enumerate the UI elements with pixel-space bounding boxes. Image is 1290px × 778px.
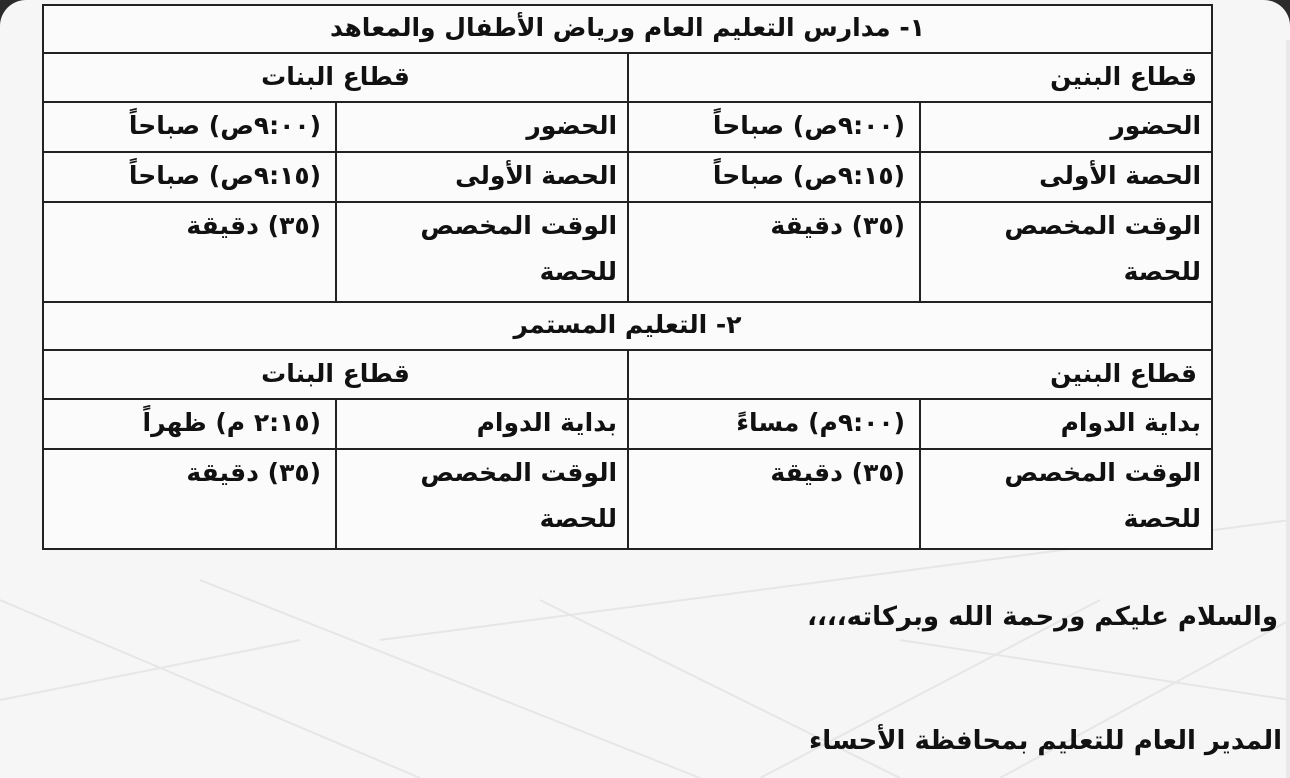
- cell-value: (٩:٠٠ص) صباحاً: [43, 102, 336, 152]
- section2-title: ٢- التعليم المستمر: [43, 302, 1212, 350]
- cell-label: الحضور: [920, 102, 1212, 152]
- section2-girls-header: قطاع البنات: [43, 350, 628, 399]
- cell-value: (٣٥) دقيقة: [43, 449, 336, 549]
- cell-label: الحصة الأولى: [920, 152, 1212, 202]
- table-row: [43, 102, 1212, 152]
- section1-title: ١- مدارس التعليم العام ورياض الأطفال والمعاهد: [43, 5, 1212, 53]
- table-row: [43, 202, 1212, 302]
- cell-value: (٣٥) دقيقة: [43, 202, 336, 302]
- section2-title-row: [43, 302, 1212, 350]
- cell-value: (٩:١٥ص) صباحاً: [43, 152, 336, 202]
- cell-label: بداية الدوام: [920, 399, 1212, 449]
- signature-title: المدير العام للتعليم بمحافظة الأحساء: [808, 726, 1282, 756]
- section2-boys-header: قطاع البنين: [628, 350, 1212, 399]
- section2-sector-row: [43, 350, 1212, 399]
- cell-label: الوقت المخصص للحصة: [336, 449, 628, 549]
- cell-value: (٣٥) دقيقة: [628, 449, 920, 549]
- table-row: [43, 152, 1212, 202]
- cell-value: (٩:١٥ص) صباحاً: [628, 152, 920, 202]
- table-row: [43, 449, 1212, 549]
- section1-boys-header: قطاع البنين: [628, 53, 1212, 102]
- cell-label: بداية الدوام: [336, 399, 628, 449]
- schedule-table: [42, 4, 1213, 550]
- cell-label: الوقت المخصص للحصة: [336, 202, 628, 302]
- page-edge: [1286, 40, 1290, 778]
- section1-girls-header: قطاع البنات: [43, 53, 628, 102]
- closing-greeting: والسلام عليكم ورحمة الله وبركاته،،،،: [807, 602, 1278, 632]
- section1-title-row: [43, 5, 1212, 53]
- cell-label: الحضور: [336, 102, 628, 152]
- section1-sector-row: [43, 53, 1212, 102]
- table-row: [43, 399, 1212, 449]
- cell-value: (٩:٠٠ص) صباحاً: [628, 102, 920, 152]
- cell-label: الحصة الأولى: [336, 152, 628, 202]
- cell-value: (٩:٠٠م) مساءً: [628, 399, 920, 449]
- cell-value: (٢:١٥ م) ظهراً: [43, 399, 336, 449]
- cell-value: (٣٥) دقيقة: [628, 202, 920, 302]
- cell-label: الوقت المخصص للحصة: [920, 202, 1212, 302]
- cell-label: الوقت المخصص للحصة: [920, 449, 1212, 549]
